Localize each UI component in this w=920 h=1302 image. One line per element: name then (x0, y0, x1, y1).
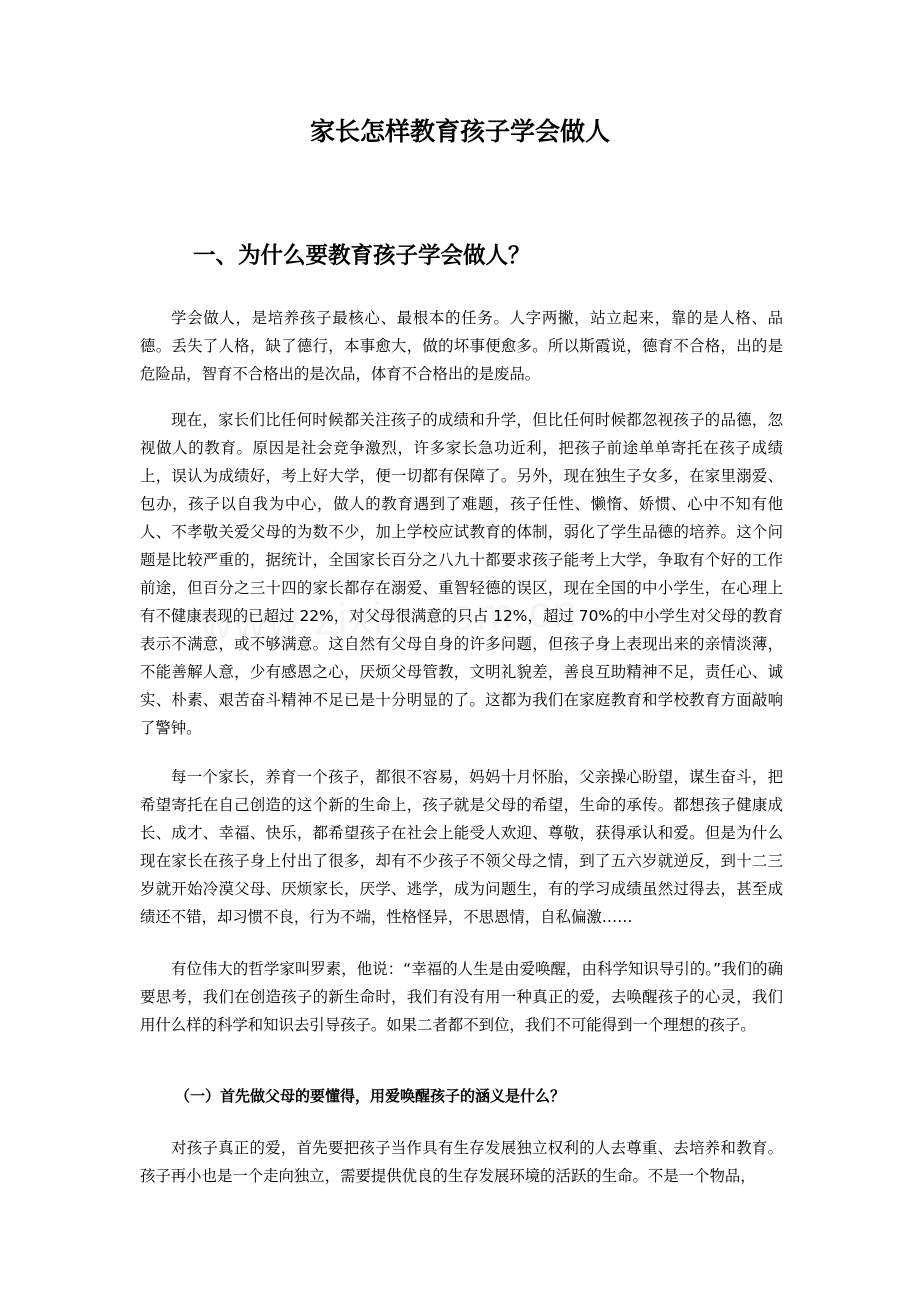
subsection-heading: （一）首先做父母的要懂得，用爱唤醒孩子的涵义是什么？ (175, 1087, 566, 1105)
body-paragraph: 学会做人，是培养孩子最核心、最根本的任务。人字两撇，站立起来，靠的是人格、品德。丢失了人格，缺了德行，本事愈大，做的坏事便愈多。所以斯霞说，德育不合格，出的是危险品，智育不合格出的是次品，体育不合格出的是废品。 (140, 309, 783, 383)
section-heading: 一、为什么要教育孩子学会做人？ (193, 243, 531, 269)
document-title: 家长怎样教育孩子学会做人 (309, 117, 610, 146)
body-paragraph: 有位伟大的哲学家叫罗素，他说：“幸福的人生是由爱唤醒，由科学知识导引的。”我们的确要思考，我们在创造孩子的新生命时，我们有没有用一种真正的爱，去唤醒孩子的心灵，我们用什么样的科学和知识去引导孩子。如果二者都不到位，我们不可能得到一个理想的孩子。 (140, 960, 783, 1034)
body-paragraph: 现在，家长们比任何时候都关注孩子的成绩和升学，但比任何时候都忽视孩子的品德，忽视做人的教育。原因是社会竞争激烈，许多家长急功近利，把孩子前途单单寄托在孩子成绩上，误认为成绩好，考上好大学，便一切都有保障了。另外，现在独生子女多，在家里溺爱、包办，孩子以自我为中心，做人的教育遇到了难题，孩子任性、懒惰、娇惯、心中不知有他人、不孝敬关爱父母的为数不少，加上学校应试教育的体制，弱化了学生品德的培养。这个问题是比较严重的，据统计，全国家长百分之八九十都要求孩子能考上大学，争取有个好的工作前途，但百分之三十四的家长都存在溺爱、重智轻德的误区，现在全国的中小学生，在心理上有不健康表现的已超过 22%，对父母很满意的只占 12%，超过 70%的中小学生对父母的教育表示不满意，或不够满意。这自然有父母自身的许多问题，但孩子身上表现出来的亲情淡薄，不能善解人意，少有感恩之心，厌烦父母管教，文明礼貌差，善良互助精神不足，责任心、诚实、朴素、艰苦奋斗精神不足已是十分明显的了。这都为我们在家庭教育和学校教育方面敲响了警钟。 (140, 411, 783, 737)
body-paragraph: 每一个家长，养育一个孩子，都很不容易，妈妈十月怀胎，父亲操心盼望，谋生奋斗，把希望寄托在自己创造的这个新的生命上，孩子就是父母的希望，生命的承传。都想孩子健康成长、成才、幸福、快乐，都希望孩子在社会上能受人欢迎、尊敬，获得承认和爱。但是为什么现在家长在孩子身上付出了很多，却有不少孩子不领父母之情，到了五六岁就逆反，到十二三岁就开始冷漠父母、厌烦家长，厌学、逃学，成为问题生，有的学习成绩虽然过得去，甚至成绩还不错，却习惯不良，行为不端，性格怪异，不思恩情，自私偏激…… (140, 768, 783, 926)
body-paragraph: 对孩子真正的爱，首先要把孩子当作具有生存发展独立权利的人去尊重、去培养和教育。孩子再小也是一个走向独立，需要提供优良的生存发展环境的活跃的生命。不是一个物品， (140, 1139, 783, 1185)
